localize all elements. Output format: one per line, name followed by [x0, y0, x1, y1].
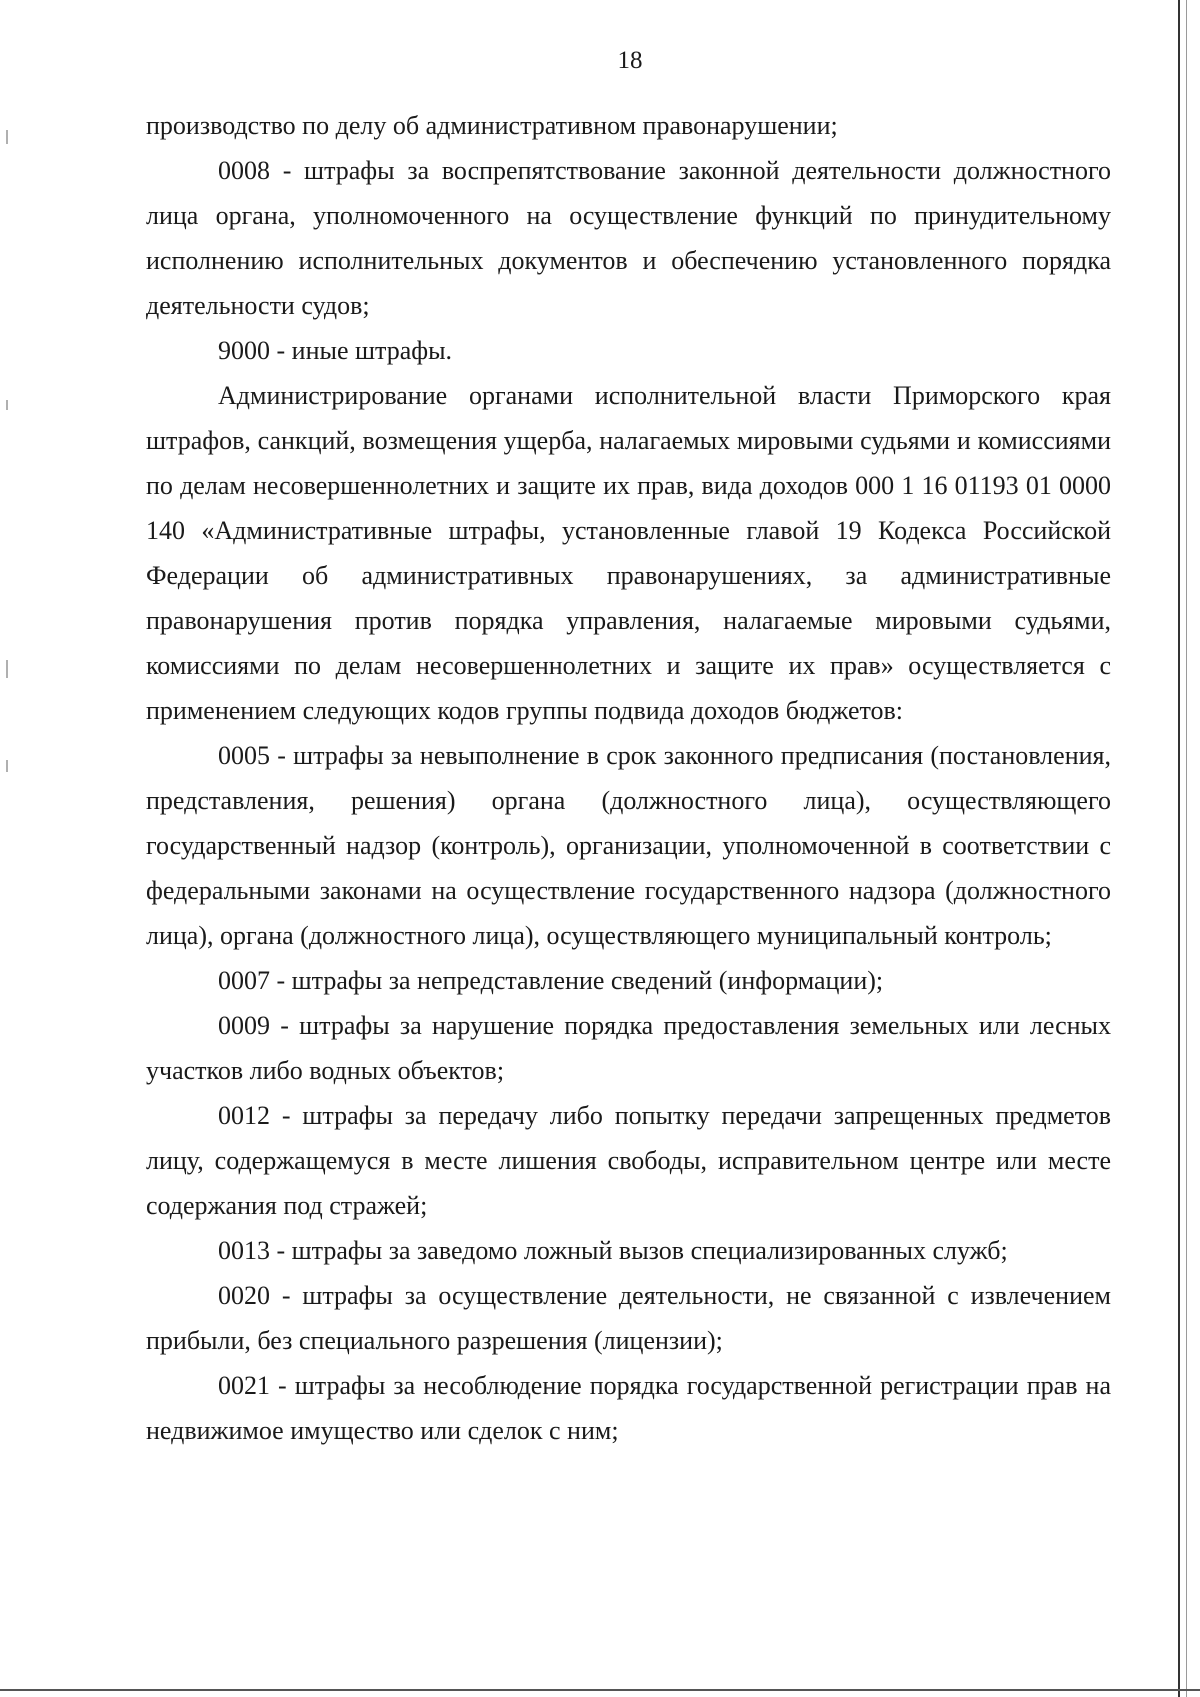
document-body — [146, 103, 1111, 1453]
paragraph-8: 0012 - штрафы за передачу либо попытку передачи запрещенных предметов лицу, содержащемуся в месте лишения свободы, исправительном центре или месте содержания под стражей; — [146, 1101, 1111, 1220]
paragraph-4: Администрирование органами исполнительной власти Приморского края штрафов, санкций, возмещения ущерба, налагаемых мировыми судьями и комиссиями по делам несовершеннолетних и защите их прав, вида доходов 000 1 16 01193 01 0000 140 «Административные штрафы, установленные главой 19 Кодекса Российской Федерации об административных правонарушениях, за административные правонарушения против порядка управления, налагаемые мировыми судьями, комиссиями по делам несовершеннолетних и защите их прав» осуществляется с применением следующих кодов группы подвида доходов бюджетов: — [146, 381, 1111, 725]
scan-speck — [6, 400, 8, 410]
scan-border-right-inner — [1186, 0, 1187, 1697]
scan-speck — [6, 130, 8, 144]
paragraph-11: 0021 - штрафы за несоблюдение порядка государственной регистрации прав на недвижимое имущество или сделок с ним; — [146, 1371, 1111, 1445]
scan-speck — [6, 660, 8, 678]
paragraph-3: 9000 - иные штрафы. — [218, 336, 453, 365]
paragraph-10: 0020 - штрафы за осуществление деятельности, не связанной с извлечением прибыли, без специального разрешения (лицензии); — [146, 1281, 1111, 1355]
paragraph-6: 0007 - штрафы за непредставление сведений (информации); — [218, 966, 884, 995]
page-number: 18 — [617, 47, 643, 74]
scan-border-right — [1178, 0, 1180, 1697]
paragraph-1: производство по делу об административном правонарушении; — [146, 111, 838, 140]
scan-speck — [6, 760, 8, 772]
paragraph-5: 0005 - штрафы за невыполнение в срок законного предписания (постановления, представления, решения) органа (должностного лица), осуществляющего государственный надзор (контроль), организации, уполномоченной в соответствии с федеральными законами на осуществление государственного надзора (должностного лица), органа (должностного лица), осуществляющего муниципальный контроль; — [146, 741, 1111, 950]
paragraph-2: 0008 - штрафы за воспрепятствование законной деятельности должностного лица органа, уполномоченного на осуществление функций по принудительному исполнению исполнительных документов и обеспечению установленного порядка деятельности судов; — [146, 156, 1111, 320]
paragraph-7: 0009 - штрафы за нарушение порядка предоставления земельных или лесных участков либо водных объектов; — [146, 1011, 1111, 1085]
scan-border-bottom — [0, 1689, 1200, 1691]
paragraph-9: 0013 - штрафы за заведомо ложный вызов специализированных служб; — [218, 1236, 1008, 1265]
